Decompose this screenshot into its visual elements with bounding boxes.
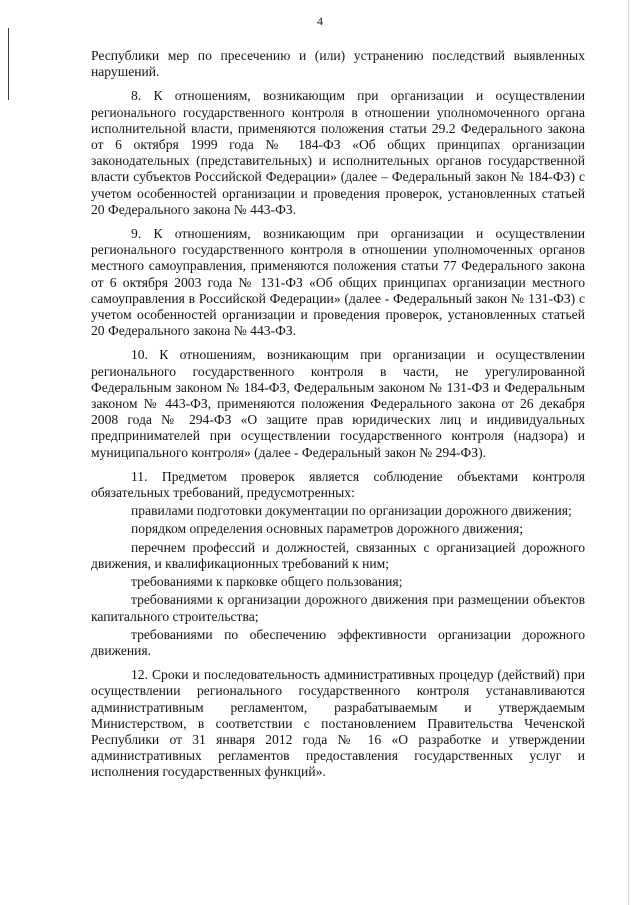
page-number: 4 [317, 14, 323, 28]
paragraph-12: 12. Сроки и последовательность административных процедур (действий) при осуществлении регионального государственного контроля устанавливаются административным регламентом, разрабатываемым и утверждаемым Министерством, в соответствии с постановлением Правительства Чеченской Республики от 31 января 2012 года № 16 «О разработке и утверждении административных регламентов предоставления государственных услуг и исполнения государственных функций». [91, 667, 585, 780]
paragraph-11-item-d: требованиями к парковке общего пользования; [131, 574, 403, 590]
paragraph-10: 10. К отношениям, возникающим при организации и осуществлении регионального государственного контроля в части, не урегулированной Федеральным законом № 184-ФЗ, Федеральным законом № 131-ФЗ и Федеральным законом № 443-ФЗ, применяются положения Федерального закона от 26 декабря 2008 года № 294-ФЗ «О защите прав юридических лиц и индивидуальных предпринимателей при осуществлении государственного контроля (надзора) и муниципального контроля» (далее - Федеральный закон № 294-ФЗ). [91, 347, 585, 460]
paragraph-8: 8. К отношениям, возникающим при организации и осуществлении регионального государственного контроля в отношении уполномоченного органа исполнительной власти, применяются положения статьи 29.2 Федерального закона от 6 октября 1999 года № 184-ФЗ «Об общих принципах организации законодательных (представительных) и исполнительных органов государственной власти субъектов Российской Федерации» (далее – Федеральный закон № 184-ФЗ) с учетом особенностей организации и проведения проверок, установленных статьей 20 Федерального закона № 443-ФЗ. [91, 88, 585, 217]
paragraph-11-item-b: порядком определения основных параметров дорожного движения; [131, 521, 524, 537]
paragraph-11-item-c: перечнем профессий и должностей, связанных с организацией дорожного движения, и квалификационных требований к ним; [91, 539, 585, 571]
document-body [91, 48, 585, 789]
paragraph-11-item-e: требованиями к организации дорожного движения при размещении объектов капитального строительства; [91, 592, 585, 624]
scan-edge-shadow [628, 0, 629, 905]
paragraph-continued: Республики мер по пресечению и (или) устранению последствий выявленных нарушений. [91, 48, 585, 80]
paragraph-11-item-a: правилами подготовки документации по организации дорожного движения; [131, 503, 572, 519]
paragraph-9: 9. К отношениям, возникающим при организации и осуществлении регионального государственного контроля в отношении уполномоченных органов местного самоуправления, применяются положения статьи 77 Федерального закона от 6 октября 2003 года № 131-ФЗ «Об общих принципах организации местного самоуправления в Российской Федерации» (далее - Федеральный закон № 131-ФЗ) с учетом особенностей организации и проведения проверок, установленных статьей 20 Федерального закона № 443-ФЗ. [91, 226, 585, 339]
scan-edge-mark [8, 28, 9, 100]
paragraph-11: 11. Предметом проверок является соблюдение объектами контроля обязательных требований, предусмотренных: [91, 468, 585, 501]
paragraph-11-item-f: требованиями по обеспечению эффективности организации дорожного движения. [91, 626, 585, 658]
